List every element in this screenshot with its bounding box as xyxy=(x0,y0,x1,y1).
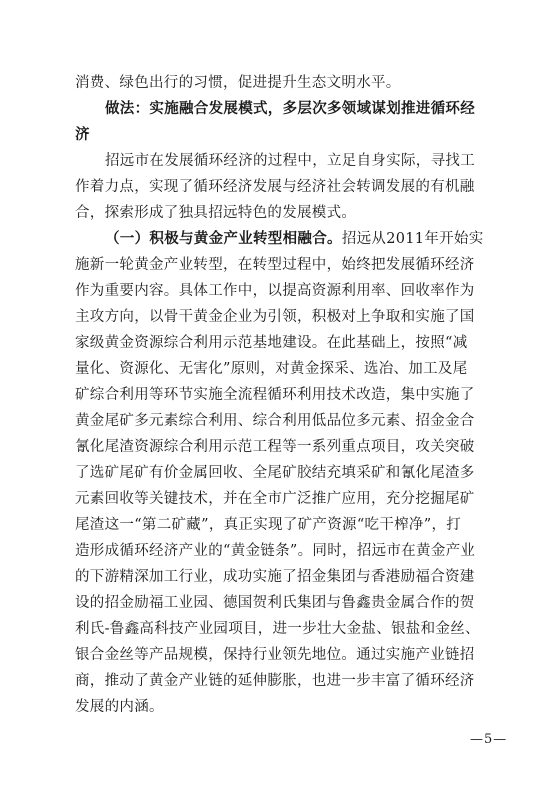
page-number: —5— xyxy=(470,732,508,747)
body-text xyxy=(75,70,500,720)
paragraph-line: 了选矿尾矿有价金属回收、全尾矿胶结充填采矿和氰化尾渣多 xyxy=(75,465,475,481)
paragraph-line: 发展的内涵。 xyxy=(75,699,164,715)
paragraph-line: 主攻方向，以骨干黄金企业为引领，积极对上争取和实施了国 xyxy=(75,309,475,325)
paragraph-line: 元素回收等关键技术，并在全市广泛推广应用，充分挖掘尾矿 xyxy=(75,491,475,507)
paragraph-line: 招远市在发展循环经济的过程中，立足自身实际，寻找工 xyxy=(105,153,475,169)
section-heading: 做法：实施融合发展模式，多层次多领域谋划推进循环经 xyxy=(105,101,475,117)
paragraph-text: 招远从2011年开始实 xyxy=(341,231,484,247)
paragraph-line: 量化、资源化、无害化”原则，对黄金探采、选冶、加工及尾 xyxy=(75,361,468,377)
paragraph-line: 作为重要内容。具体工作中，以提高资源利用率、回收率作为 xyxy=(75,283,475,299)
paragraph-line: 作着力点，实现了循环经济发展与经济社会转调发展的有机融 xyxy=(75,179,475,195)
paragraph-line: 银合金丝等产品规模，保持行业领先地位。通过实施产业链招 xyxy=(75,647,475,663)
subsection-heading: （一）积极与黄金产业转型相融合。 xyxy=(105,231,342,247)
paragraph-line: 氰化尾渣资源综合利用示范工程等一系列重点项目，攻关突破 xyxy=(75,439,475,455)
paragraph-line: 消费、绿色出行的习惯，促进提升生态文明水平。 xyxy=(75,75,401,91)
paragraph-line: 施新一轮黄金产业转型，在转型过程中，始终把发展循环经济 xyxy=(75,257,475,273)
paragraph-line: 利氏-鲁鑫高科技产业园项目，进一步壮大金盐、银盐和金丝、 xyxy=(75,621,480,637)
paragraph-line: 黄金尾矿多元素综合利用、综合利用低品位多元素、招金金合 xyxy=(75,413,475,429)
subsection-line xyxy=(75,226,500,252)
paragraph-line: 合，探索形成了独具招远特色的发展模式。 xyxy=(75,205,357,221)
paragraph-line: 造形成循环经济产业的“黄金链条”。同时，招远市在黄金产业 xyxy=(75,543,476,559)
paragraph-line: 设的招金励福工业园、德国贺利氏集团与鲁鑫贵金属合作的贺 xyxy=(75,595,475,611)
paragraph-line: 尾渣这一“第二矿藏”，真正实现了矿产资源“吃干榨净”，打 xyxy=(75,517,462,533)
paragraph-line: 家级黄金资源综合利用示范基地建设。在此基础上，按照“减 xyxy=(75,335,468,351)
paragraph-line: 的下游精深加工行业，成功实施了招金集团与香港励福合资建 xyxy=(75,569,475,585)
paragraph-line: 商，推动了黄金产业链的延伸膨胀，也进一步丰富了循环经济 xyxy=(75,673,475,689)
section-heading-continued: 济 xyxy=(75,127,90,143)
paragraph-line: 矿综合利用等环节实施全流程循环利用技术改造，集中实施了 xyxy=(75,387,475,403)
